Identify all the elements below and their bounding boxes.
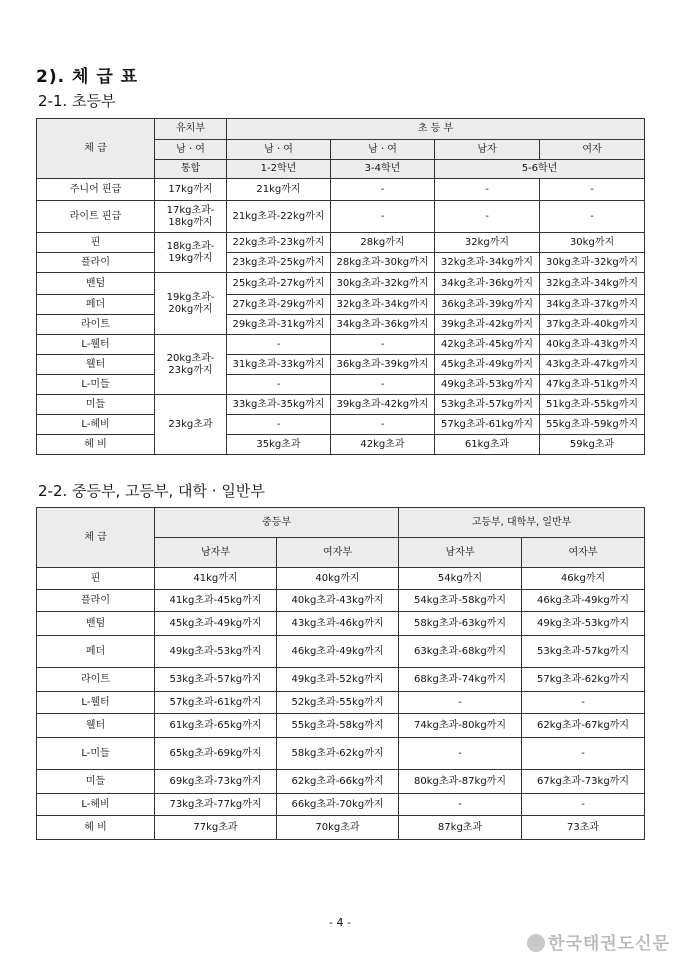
weight-class-name: 플라이 <box>37 253 155 273</box>
weight-class-name: 웰터 <box>37 355 155 375</box>
grade56-female-limit: 34kg초과-37kg까지 <box>540 295 645 315</box>
high-male-limit: 87kg초과 <box>399 816 522 840</box>
table-row <box>37 395 645 415</box>
table-row <box>37 233 645 253</box>
table-row <box>37 590 645 612</box>
weight-class-name: 페더 <box>37 636 155 668</box>
grade56-female-limit: 59kg초과 <box>540 435 645 455</box>
weight-class-name: 라이트 <box>37 668 155 692</box>
header-kinder-grade: 통합 <box>155 160 227 179</box>
grade12-limit: 35kg초과 <box>227 435 331 455</box>
grade12-limit: 33kg초과-35kg까지 <box>227 395 331 415</box>
header-grade-56: 5-6학년 <box>435 160 645 179</box>
grade56-male-limit: 57kg초과-61kg까지 <box>435 415 540 435</box>
kindergarten-limit: 19kg초과- 20kg까지 <box>155 273 227 335</box>
middle-female-limit: 49kg초과-52kg까지 <box>277 668 399 692</box>
header-female: 여자 <box>540 140 645 160</box>
header-middle-school: 중등부 <box>155 508 399 538</box>
grade34-limit: - <box>331 335 435 355</box>
table-row <box>37 355 645 375</box>
grade56-male-limit: 42kg초과-45kg까지 <box>435 335 540 355</box>
high-female-limit: 67kg초과-73kg까지 <box>522 770 645 794</box>
grade12-limit: 31kg초과-33kg까지 <box>227 355 331 375</box>
grade56-male-limit: 53kg초과-57kg까지 <box>435 395 540 415</box>
grade34-limit: 28kg초과-30kg까지 <box>331 253 435 273</box>
header-high-school: 고등부, 대학부, 일반부 <box>399 508 645 538</box>
elementary-weight-table <box>36 118 645 455</box>
high-female-limit: 53kg초과-57kg까지 <box>522 636 645 668</box>
weight-class-name: 핀 <box>37 233 155 253</box>
grade34-limit: 39kg초과-42kg까지 <box>331 395 435 415</box>
grade34-limit: - <box>331 201 435 233</box>
header-weight-class: 체 급 <box>37 508 155 568</box>
grade56-male-limit: - <box>435 179 540 201</box>
header-sex-g34: 남 · 여 <box>331 140 435 160</box>
grade12-limit: 22kg초과-23kg까지 <box>227 233 331 253</box>
middle-female-limit: 52kg초과-55kg까지 <box>277 692 399 714</box>
grade56-male-limit: 45kg초과-49kg까지 <box>435 355 540 375</box>
grade56-male-limit: 36kg초과-39kg까지 <box>435 295 540 315</box>
middle-female-limit: 58kg초과-62kg까지 <box>277 738 399 770</box>
grade12-limit: 25kg초과-27kg까지 <box>227 273 331 295</box>
middle-male-limit: 57kg초과-61kg까지 <box>155 692 277 714</box>
table-row <box>37 179 645 201</box>
grade34-limit: - <box>331 415 435 435</box>
grade34-limit: 28kg까지 <box>331 233 435 253</box>
weight-class-name: L-미들 <box>37 375 155 395</box>
header-middle-male: 남자부 <box>155 538 277 568</box>
kindergarten-limit: 17kg초과- 18kg까지 <box>155 201 227 233</box>
high-male-limit: 54kg까지 <box>399 568 522 590</box>
grade34-limit: - <box>331 179 435 201</box>
grade56-female-limit: 43kg초과-47kg까지 <box>540 355 645 375</box>
grade56-male-limit: 61kg초과 <box>435 435 540 455</box>
grade56-female-limit: 55kg초과-59kg까지 <box>540 415 645 435</box>
high-female-limit: - <box>522 692 645 714</box>
grade56-male-limit: 32kg초과-34kg까지 <box>435 253 540 273</box>
table-row <box>37 415 645 435</box>
high-male-limit: - <box>399 692 522 714</box>
grade12-limit: 29kg초과-31kg까지 <box>227 315 331 335</box>
high-female-limit: 49kg초과-53kg까지 <box>522 612 645 636</box>
secondary-title: 2-2. 중등부, 고등부, 대학 · 일반부 <box>38 482 265 500</box>
header-grade-12: 1-2학년 <box>227 160 331 179</box>
grade56-female-limit: 47kg초과-51kg까지 <box>540 375 645 395</box>
header-grade-34: 3-4학년 <box>331 160 435 179</box>
high-male-limit: 80kg초과-87kg까지 <box>399 770 522 794</box>
grade12-limit: - <box>227 335 331 355</box>
middle-female-limit: 40kg까지 <box>277 568 399 590</box>
weight-class-name: 헤 비 <box>37 435 155 455</box>
table-row <box>37 253 645 273</box>
grade34-limit: 42kg초과 <box>331 435 435 455</box>
high-male-limit: 68kg초과-74kg까지 <box>399 668 522 692</box>
weight-class-name: 페더 <box>37 295 155 315</box>
middle-female-limit: 62kg초과-66kg까지 <box>277 770 399 794</box>
table-row <box>37 335 645 355</box>
middle-female-limit: 70kg초과 <box>277 816 399 840</box>
weight-class-name: 미들 <box>37 770 155 794</box>
header-high-male: 남자부 <box>399 538 522 568</box>
table-row <box>37 816 645 840</box>
grade34-limit: 36kg초과-39kg까지 <box>331 355 435 375</box>
grade56-male-limit: 39kg초과-42kg까지 <box>435 315 540 335</box>
header-high-female: 여자부 <box>522 538 645 568</box>
header-elementary: 초 등 부 <box>227 119 645 140</box>
grade56-female-limit: 30kg초과-32kg까지 <box>540 253 645 273</box>
grade12-limit: 21kg까지 <box>227 179 331 201</box>
grade12-limit: 21kg초과-22kg까지 <box>227 201 331 233</box>
weight-class-name: 플라이 <box>37 590 155 612</box>
header-sex-g12: 남 · 여 <box>227 140 331 160</box>
table-row <box>37 668 645 692</box>
kindergarten-limit: 18kg초과- 19kg까지 <box>155 233 227 273</box>
middle-male-limit: 41kg초과-45kg까지 <box>155 590 277 612</box>
high-female-limit: - <box>522 794 645 816</box>
middle-male-limit: 73kg초과-77kg까지 <box>155 794 277 816</box>
table-row <box>37 636 645 668</box>
high-male-limit: 58kg초과-63kg까지 <box>399 612 522 636</box>
high-male-limit: - <box>399 738 522 770</box>
high-female-limit: 57kg초과-62kg까지 <box>522 668 645 692</box>
weight-class-name: L-웰터 <box>37 692 155 714</box>
grade34-limit: - <box>331 375 435 395</box>
middle-male-limit: 53kg초과-57kg까지 <box>155 668 277 692</box>
table-row <box>37 273 645 295</box>
header-male: 남자 <box>435 140 540 160</box>
table-row <box>37 375 645 395</box>
elementary-title: 2-1. 초등부 <box>38 92 116 110</box>
header-weight-class: 체 급 <box>37 119 155 179</box>
table-row <box>37 692 645 714</box>
table-row <box>37 201 645 233</box>
weight-class-name: 웰터 <box>37 714 155 738</box>
table-row <box>37 770 645 794</box>
kindergarten-limit: 23kg초과 <box>155 395 227 455</box>
middle-male-limit: 65kg초과-69kg까지 <box>155 738 277 770</box>
table-row <box>37 738 645 770</box>
grade12-limit: 23kg초과-25kg까지 <box>227 253 331 273</box>
middle-male-limit: 69kg초과-73kg까지 <box>155 770 277 794</box>
watermark <box>527 929 670 954</box>
weight-class-name: 밴텀 <box>37 273 155 295</box>
middle-male-limit: 61kg초과-65kg까지 <box>155 714 277 738</box>
secondary-weight-table <box>36 507 645 840</box>
middle-female-limit: 46kg초과-49kg까지 <box>277 636 399 668</box>
high-female-limit: 46kg초과-49kg까지 <box>522 590 645 612</box>
weight-class-name: 헤 비 <box>37 816 155 840</box>
high-male-limit: - <box>399 794 522 816</box>
weight-class-name: 라이트 핀급 <box>37 201 155 233</box>
high-male-limit: 63kg초과-68kg까지 <box>399 636 522 668</box>
header-kindergarten: 유치부 <box>155 119 227 140</box>
watermark-text: 한국태권도신문 <box>548 934 670 954</box>
middle-male-limit: 77kg초과 <box>155 816 277 840</box>
kindergarten-limit: 17kg까지 <box>155 179 227 201</box>
grade56-female-limit: 51kg초과-55kg까지 <box>540 395 645 415</box>
table-row <box>37 435 645 455</box>
high-female-limit: 46kg까지 <box>522 568 645 590</box>
grade56-male-limit: - <box>435 201 540 233</box>
newspaper-logo-icon <box>527 934 545 952</box>
high-female-limit: 62kg초과-67kg까지 <box>522 714 645 738</box>
grade34-limit: 34kg초과-36kg까지 <box>331 315 435 335</box>
weight-class-name: 밴텀 <box>37 612 155 636</box>
weight-class-name: L-웰터 <box>37 335 155 355</box>
middle-female-limit: 55kg초과-58kg까지 <box>277 714 399 738</box>
section-title: 2). 체 급 표 <box>36 67 139 87</box>
table-row <box>37 714 645 738</box>
grade12-limit: - <box>227 375 331 395</box>
middle-female-limit: 43kg초과-46kg까지 <box>277 612 399 636</box>
high-female-limit: - <box>522 738 645 770</box>
grade56-female-limit: - <box>540 179 645 201</box>
weight-class-name: L-미들 <box>37 738 155 770</box>
weight-class-name: 라이트 <box>37 315 155 335</box>
middle-male-limit: 41kg까지 <box>155 568 277 590</box>
grade56-female-limit: 32kg초과-34kg까지 <box>540 273 645 295</box>
table-row <box>37 612 645 636</box>
grade56-male-limit: 49kg초과-53kg까지 <box>435 375 540 395</box>
table-row <box>37 315 645 335</box>
grade34-limit: 32kg초과-34kg까지 <box>331 295 435 315</box>
grade56-female-limit: 40kg초과-43kg까지 <box>540 335 645 355</box>
grade34-limit: 30kg초과-32kg까지 <box>331 273 435 295</box>
grade56-male-limit: 34kg초과-36kg까지 <box>435 273 540 295</box>
header-kinder-sex: 남 · 여 <box>155 140 227 160</box>
high-male-limit: 74kg초과-80kg까지 <box>399 714 522 738</box>
high-male-limit: 54kg초과-58kg까지 <box>399 590 522 612</box>
grade12-limit: 27kg초과-29kg까지 <box>227 295 331 315</box>
table-row <box>37 794 645 816</box>
page-number: - 4 - <box>329 916 351 929</box>
kindergarten-limit: 20kg초과- 23kg까지 <box>155 335 227 395</box>
grade56-female-limit: - <box>540 201 645 233</box>
weight-class-name: L-헤비 <box>37 415 155 435</box>
middle-female-limit: 66kg초과-70kg까지 <box>277 794 399 816</box>
middle-male-limit: 49kg초과-53kg까지 <box>155 636 277 668</box>
weight-class-name: 미들 <box>37 395 155 415</box>
header-middle-female: 여자부 <box>277 538 399 568</box>
table-row <box>37 295 645 315</box>
grade12-limit: - <box>227 415 331 435</box>
weight-class-name: 주니어 핀급 <box>37 179 155 201</box>
grade56-female-limit: 30kg까지 <box>540 233 645 253</box>
grade56-female-limit: 37kg초과-40kg까지 <box>540 315 645 335</box>
high-female-limit: 73초과 <box>522 816 645 840</box>
middle-male-limit: 45kg초과-49kg까지 <box>155 612 277 636</box>
weight-class-name: L-헤비 <box>37 794 155 816</box>
grade56-male-limit: 32kg까지 <box>435 233 540 253</box>
weight-class-name: 핀 <box>37 568 155 590</box>
middle-female-limit: 40kg초과-43kg까지 <box>277 590 399 612</box>
table-row <box>37 568 645 590</box>
